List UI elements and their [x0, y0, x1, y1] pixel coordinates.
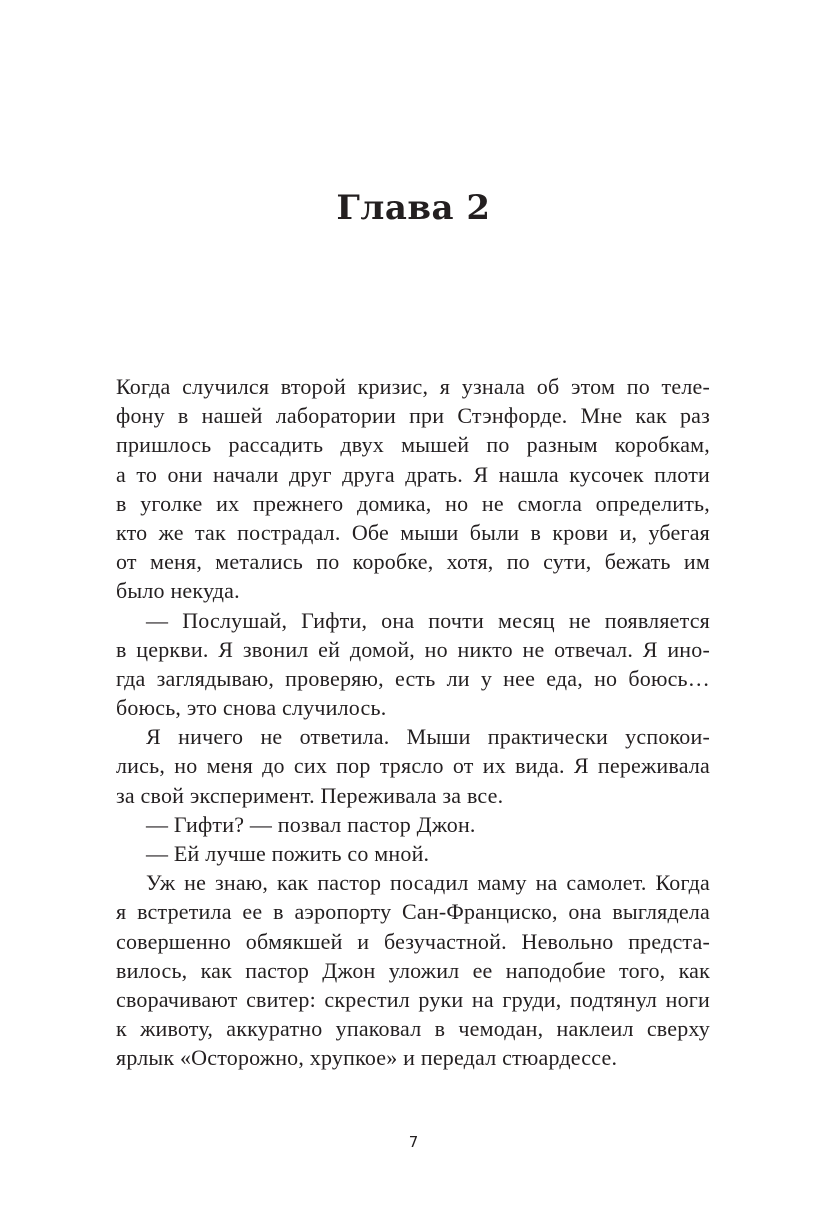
text-line: в церкви. Я звонил ей домой, но никто не отвечал. Я ино-	[116, 636, 710, 662]
text-line: от меня, метались по коробке, хотя, по сути, бежать им	[116, 549, 710, 575]
text-line: ярлык «Осторожно, хрупкое» и передал стюардессе.	[116, 1045, 618, 1071]
text-line: гда заглядываю, проверяю, есть ли у нее еда, но боюсь…	[116, 665, 710, 691]
text-line: пришлось рассадить двух мышей по разным коробкам,	[116, 432, 710, 458]
text-line: сворачивают свитер: скрестил руки на груди, подтянул ноги	[116, 986, 710, 1012]
text-line: за свой эксперимент. Переживала за все.	[116, 782, 504, 808]
text-line: — Послушай, Гифти, она почти месяц не появляется	[146, 607, 710, 633]
text-line: — Ей лучше пожить со мной.	[146, 841, 430, 866]
text-line: фону в нашей лаборатории при Стэнфорде. Мне как раз	[116, 403, 710, 429]
text-line: совершенно обмякшей и безучастной. Невольно предста-	[116, 928, 710, 954]
text-line: — Гифти? — позвал пастор Джон.	[146, 811, 476, 837]
text-line: Уж не знаю, как пастор посадил маму на самолет. Когда	[146, 870, 710, 896]
text-line: боюсь, это снова случилось.	[116, 695, 387, 721]
body-text	[116, 372, 710, 1073]
text-line: было некуда.	[116, 578, 240, 604]
chapter-title: Глава 2	[336, 188, 491, 228]
text-line: я встретила ее в аэропорту Сан-Франциско, она выглядела	[116, 899, 710, 925]
text-line: кто же так пострадал. Обе мыши были в крови и, убегая	[116, 519, 710, 545]
text-line: Я ничего не ответила. Мыши практически успокои-	[146, 724, 710, 750]
text-line: в уголке их прежнего домика, но не смогла определить,	[116, 490, 710, 516]
text-line: Когда случился второй кризис, я узнала об этом по теле-	[116, 374, 710, 399]
text-line: лись, но меня до сих пор трясло от их вида. Я переживала	[116, 753, 710, 779]
text-line: а то они начали друг друга драть. Я нашла кусочек плоти	[116, 461, 710, 487]
text-line: к животу, аккуратно упаковал в чемодан, наклеил сверху	[116, 1016, 710, 1042]
page-number: 7	[408, 1133, 419, 1151]
text-line: вилось, как пастор Джон уложил ее наподобие того, как	[116, 957, 710, 983]
